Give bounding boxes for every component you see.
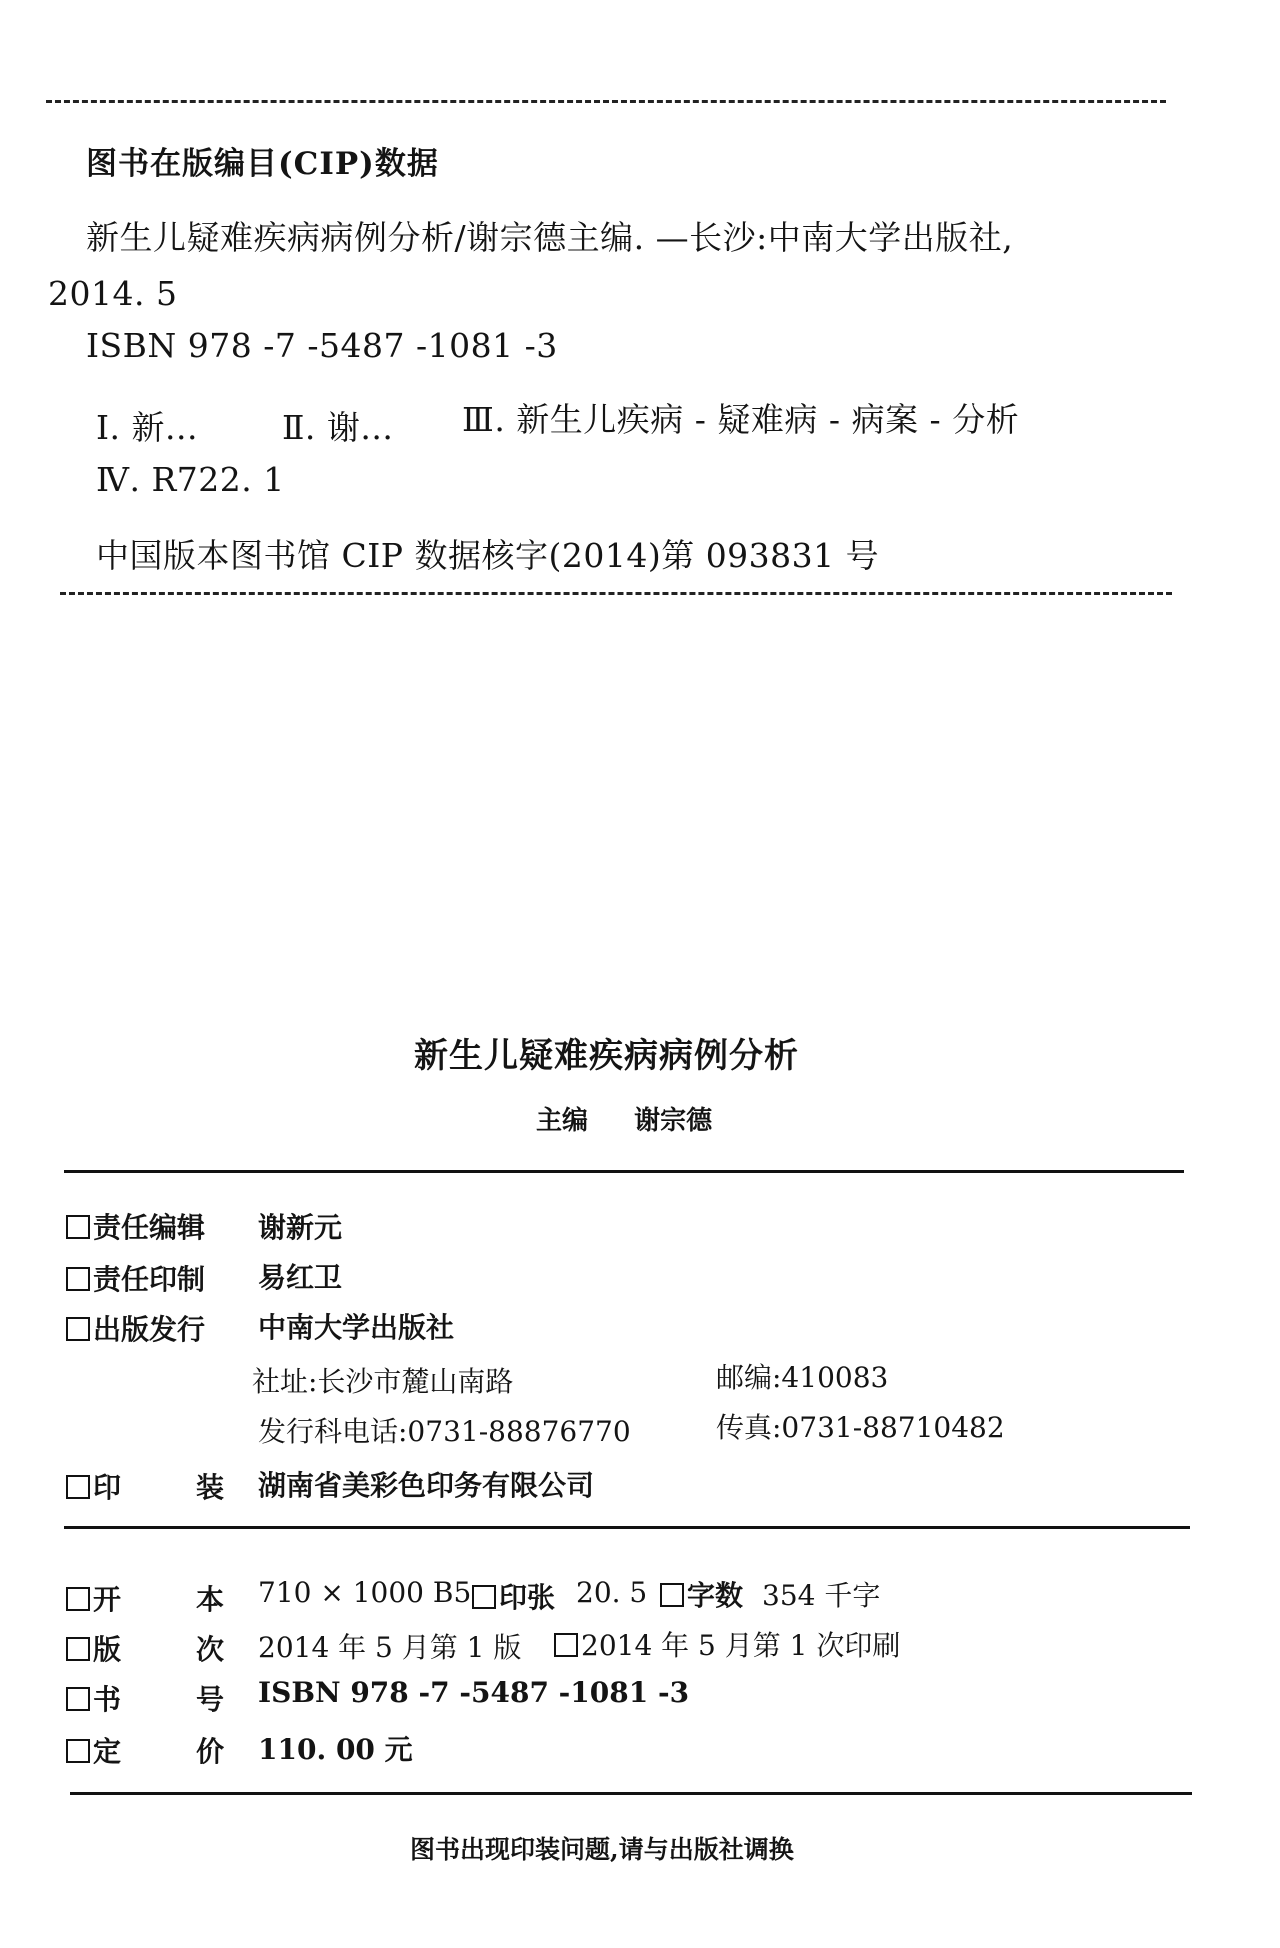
- checkbox-square: [66, 1317, 90, 1341]
- cip-record-number: 中国版本图书馆 CIP 数据核字(2014)第 093831 号: [96, 536, 880, 575]
- printer-label: 印: [66, 1466, 121, 1506]
- cip-class-i: Ⅰ. 新...: [96, 408, 198, 447]
- isbn-label: 书: [66, 1678, 121, 1718]
- price-value: 110. 00 元: [258, 1733, 413, 1766]
- cip-bottom-rule: [60, 592, 1172, 595]
- cip-class-iv: Ⅳ. R722. 1: [96, 460, 285, 499]
- cip-heading: 图书在版编目(CIP)数据: [86, 146, 439, 182]
- checkbox-square: [66, 1687, 90, 1711]
- isbn-label-2: 号: [196, 1683, 225, 1716]
- printer-label-2: 装: [196, 1471, 225, 1504]
- isbn-value: ISBN 978 -7 -5487 -1081 -3: [258, 1676, 690, 1709]
- book-editor-name: 谢宗德: [634, 1106, 713, 1136]
- format-label: 开: [66, 1578, 121, 1618]
- words-value: 354 千字: [762, 1579, 881, 1612]
- cip-top-rule: [46, 100, 1166, 103]
- publisher-label: 出版发行: [66, 1308, 205, 1348]
- footer-note: 图书出现印装问题,请与出版社调换: [410, 1835, 794, 1864]
- edition-label: 版: [66, 1628, 121, 1668]
- checkbox-square: [66, 1739, 90, 1763]
- info-top-rule: [64, 1170, 1184, 1173]
- info-middle-rule: [64, 1526, 1190, 1529]
- checkbox-square: [660, 1583, 684, 1607]
- publisher-address: 社址:长沙市麓山南路: [252, 1365, 514, 1398]
- publisher-fax: 传真:0731-88710482: [716, 1411, 1005, 1444]
- cip-isbn-line: ISBN 978 -7 -5487 -1081 -3: [86, 326, 558, 365]
- cip-class-ii: Ⅱ. 谢...: [282, 408, 394, 447]
- checkbox-square: [66, 1267, 90, 1291]
- printing-value: 2014 年 5 月第 1 次印刷: [554, 1624, 900, 1664]
- price-label-2: 价: [196, 1735, 225, 1768]
- edition-value: 2014 年 5 月第 1 版: [258, 1631, 522, 1664]
- publisher-value: 中南大学出版社: [258, 1311, 455, 1344]
- responsible-printing-value: 易红卫: [258, 1261, 343, 1294]
- responsible-editor-label: 责任编辑: [66, 1206, 205, 1246]
- checkbox-square: [472, 1585, 496, 1609]
- info-bottom-rule: [70, 1792, 1192, 1795]
- checkbox-square: [66, 1475, 90, 1499]
- publisher-postcode: 邮编:410083: [716, 1361, 889, 1394]
- responsible-printing-label: 责任印制: [66, 1258, 205, 1298]
- sheets-value: 20. 5: [576, 1576, 648, 1609]
- responsible-editor-value: 谢新元: [258, 1211, 343, 1244]
- cip-date-line: 2014. 5: [48, 274, 178, 313]
- format-value: 710 × 1000 B5: [258, 1576, 472, 1609]
- checkbox-square: [66, 1215, 90, 1239]
- words-label: 字数: [660, 1574, 743, 1614]
- sheets-label: 印张: [472, 1576, 555, 1616]
- edition-label-2: 次: [196, 1633, 225, 1666]
- price-label: 定: [66, 1730, 121, 1770]
- checkbox-square: [66, 1637, 90, 1661]
- checkbox-square: [66, 1587, 90, 1611]
- book-editor-label: 主编: [536, 1106, 589, 1136]
- book-editor: [536, 1100, 712, 1137]
- cip-title-line: 新生儿疑难疾病病例分析/谢宗德主编. —长沙:中南大学出版社,: [86, 218, 1014, 257]
- cip-class-iii: Ⅲ. 新生儿疾病 - 疑难病 - 病案 - 分析: [462, 400, 1020, 439]
- book-title: 新生儿疑难疾病病例分析: [414, 1036, 799, 1076]
- checkbox-square: [554, 1633, 578, 1657]
- publisher-phone: 发行科电话:0731-88876770: [258, 1415, 631, 1448]
- format-label-2: 本: [196, 1583, 225, 1616]
- printer-value: 湖南省美彩色印务有限公司: [258, 1469, 595, 1502]
